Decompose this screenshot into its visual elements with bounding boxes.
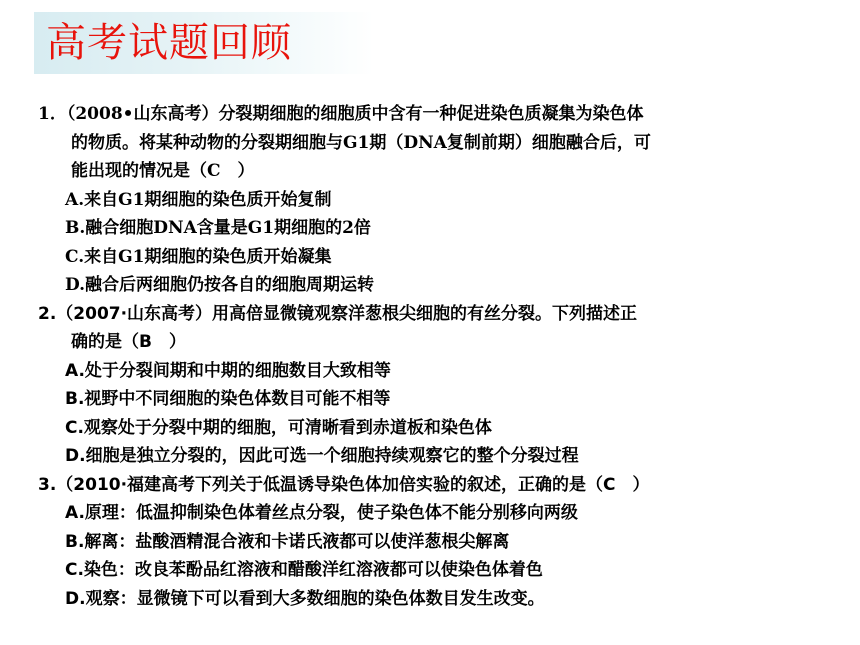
question-1-line-3: 能出现的情况是（C ）: [71, 161, 255, 181]
question-2-line-2: 确的是（B ）: [71, 332, 186, 352]
question-3-option-d: D.观察：显微镜下可以看到大多数细胞的染色体数目发生改变。: [65, 588, 545, 609]
question-1-option-c: C.来自G1期细胞的染色质开始凝集: [65, 246, 332, 267]
question-3-line-1: 3.（2010·福建高考下列关于低温诱导染色体加倍实验的叙述，正确的是（C ）: [38, 474, 650, 495]
question-2: [38, 300, 828, 471]
question-1: [38, 100, 828, 300]
question-1-option-a: A.来自G1期细胞的染色质开始复制: [65, 189, 332, 210]
question-2-line-1: 2.（2007·山东高考）用高倍显微镜观察洋葱根尖细胞的有丝分裂。下列描述正: [38, 303, 638, 324]
question-1-option-d: D.融合后两细胞仍按各自的细胞周期运转: [65, 275, 375, 295]
question-list: [38, 100, 828, 613]
question-3-option-a: A.原理：低温抑制染色体着丝点分裂，使子染色体不能分别移向两级: [65, 503, 578, 523]
question-2-option-a: A.处于分裂间期和中期的细胞数目大致相等: [65, 360, 391, 381]
question-3-option-b: B.解离：盐酸酒精混合液和卡诺氏液都可以使洋葱根尖解离: [65, 531, 510, 552]
question-1-line-2: 的物质。将某种动物的分裂期细胞与G1期（DNA复制前期）细胞融合后，可: [71, 132, 651, 153]
question-1-option-b: B.融合细胞DNA含量是G1期细胞的2倍: [65, 218, 371, 238]
page-title: 高考试题回顾: [46, 20, 292, 66]
question-3: [38, 471, 828, 614]
question-2-option-c: C.观察处于分裂中期的细胞，可清晰看到赤道板和染色体: [65, 417, 492, 438]
question-1-line-1: 1．（2008•山东高考）分裂期细胞的细胞质中含有一种促进染色质凝集为染色体: [38, 104, 644, 124]
question-2-option-b: B.视野中不同细胞的染色体数目可能不相等: [65, 389, 391, 409]
question-2-option-d: D.细胞是独立分裂的，因此可选一个细胞持续观察它的整个分裂过程: [65, 446, 579, 466]
question-3-option-c: C.染色：改良苯酚品红溶液和醋酸洋红溶液都可以使染色体着色: [65, 560, 543, 580]
